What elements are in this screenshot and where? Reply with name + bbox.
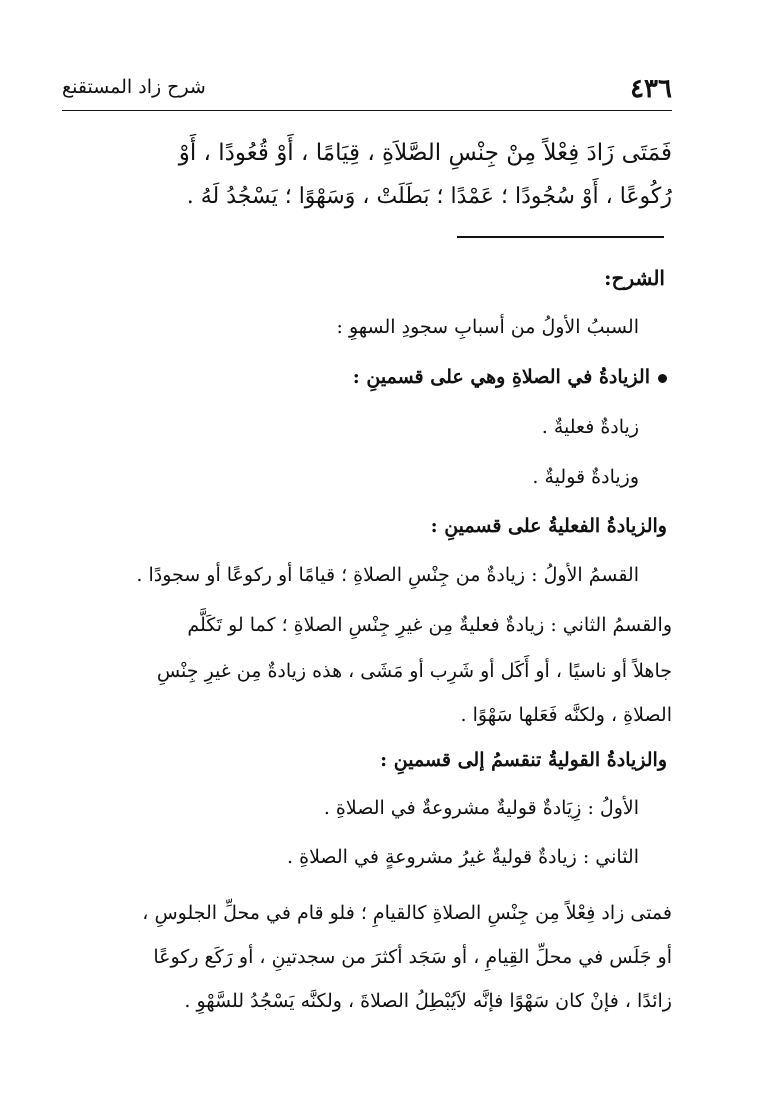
matn-line-2: رُكُوعًا ، أَوْ سُجُودًا ؛ عَمْدًا ؛ بَطَلَتْ ، وَسَهْوًا ؛ يَسْجُدُ لَهُ .	[186, 184, 672, 209]
sharh-line-2	[353, 366, 667, 389]
bullet-icon	[658, 374, 667, 383]
sharh-line-8: جاهلاً أو ناسيًا ، أو أَكَل أو شَرِب أو مَشَى ، هذه زيادةٌ مِن غيرِ جِنْسِ	[156, 660, 672, 682]
sharh-line-4: وزيادةٌ قوليةٌ .	[532, 466, 639, 488]
sharh-line-11: الأولُ : زِيَادةٌ قوليةٌ مشروعةٌ في الصلاةِ .	[323, 797, 639, 819]
sharh-line-10: والزيادةُ القوليةُ تنقسمُ إلى قسمينِ :	[380, 749, 667, 771]
sharh-line-14: أو جَلَس في محلِّ القِيامِ ، أو سَجَد أكثرَ من سجدتينِ ، أو رَكَع ركوعًا	[153, 946, 672, 968]
sharh-label: الشرح:	[604, 266, 665, 290]
page-number: ٤٣٦	[630, 74, 672, 104]
sharh-line-6: القسمُ الأولُ : زيادةٌ من جِنْسِ الصلاةِ ؛ قيامًا أو ركوعًا أو سجودًا .	[136, 564, 639, 586]
sharh-line-7: والقسمُ الثاني : زيادةٌ فعليةٌ مِن غيرِ جِنْسِ الصلاةِ ؛ كما لو تَكَلَّم	[187, 614, 672, 636]
sharh-line-2-text: الزيادةُ في الصلاةِ وهي على قسمينِ :	[352, 366, 650, 388]
sharh-line-1: السببُ الأولُ من أسبابِ سجودِ السهوِ :	[336, 316, 639, 338]
page-header	[62, 70, 672, 111]
matn-line-1: فَمَتَى زَادَ فِعْلاً مِنْ جِنْسِ الصَّلاَةِ ، قِيَامًا ، أَوْ قُعُودًا ، أَوْ	[178, 140, 672, 166]
running-title: شرح زاد المستقنع	[62, 76, 206, 98]
sharh-line-15: زائدًا ، فإنْ كان سَهْوًا فإنَّه لاَيُبْطِلُ الصلاةَ ، ولكنَّه يَسْجُدُ للسَّهْوِ .	[184, 990, 672, 1012]
sharh-line-13: فمتى زاد فِعْلاً مِن جِنْسِ الصلاةِ كالقيامِ ؛ فلو قام في محلِّ الجلوسِ ،	[142, 902, 672, 924]
sharh-line-12: الثاني : زيادةٌ قوليةٌ غيرُ مشروعةٍ في الصلاةِ .	[287, 846, 639, 868]
sharh-line-9: الصلاةِ ، ولكنَّه فَعَلها سَهْوًا .	[460, 704, 672, 726]
matn-separator	[457, 236, 664, 238]
sharh-line-5: والزيادةُ الفعليةُ على قسمينِ :	[430, 515, 667, 537]
sharh-line-3: زيادةٌ فعليةٌ .	[541, 416, 639, 438]
